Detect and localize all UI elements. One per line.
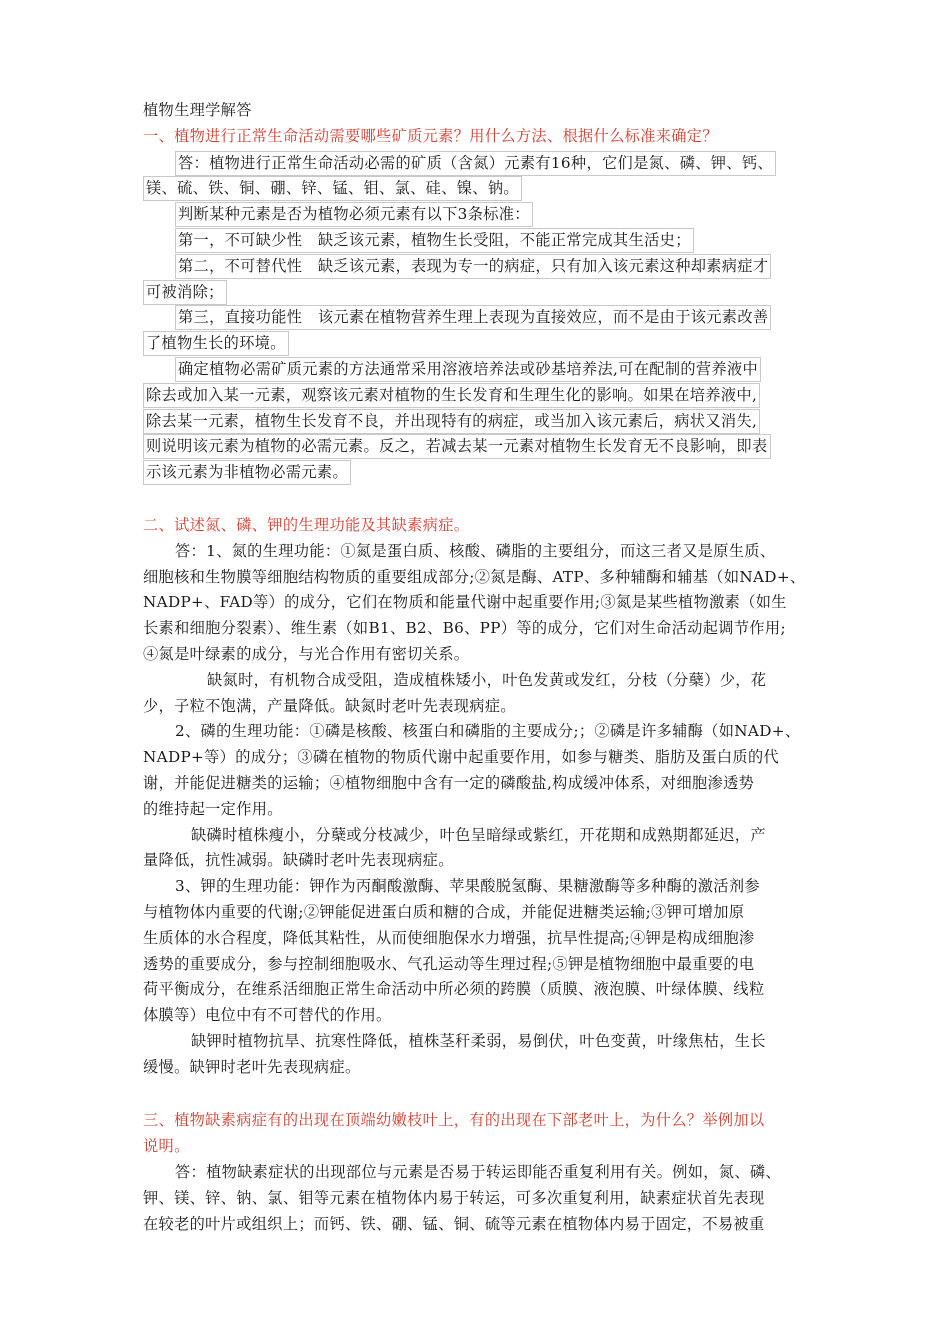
q1-answer-line bbox=[143, 150, 815, 176]
q1-criterion-1 bbox=[143, 227, 815, 253]
q1-answer-text: 示该元素为非植物必需元素。 bbox=[143, 460, 351, 485]
q1-answer-text: 确定植物必需矿质元素的方法通常采用溶液培养法或砂基培养法,可在配制的营养液中 bbox=[175, 357, 761, 382]
q2-answer-line: 长素和细胞分裂素）、维生素（如B1、B2、B6、PP）等的成分，它们对生命活动起调节作用; bbox=[143, 619, 786, 638]
q1-method-line bbox=[143, 382, 815, 408]
question-1-heading: 一、植物进行正常生命活动需要哪些矿质元素？用什么方法、根据什么标准来确定？ bbox=[143, 126, 718, 145]
question-2-heading: 二、试述氮、磷、钾的生理功能及其缺素病症。 bbox=[143, 515, 470, 534]
q2-potassium-function: 3、钾的生理功能：钾作为丙酮酸激酶、苹果酸脱氢酶、果糖激酶等多种酶的激活剂参 bbox=[175, 877, 760, 896]
q2-potassium-function: 体膜等）电位中有不可替代的作用。 bbox=[143, 1006, 392, 1025]
q1-criterion-2 bbox=[143, 253, 815, 279]
q2-nitrogen-deficiency: 少，子粒不饱满，产量降低。缺氮时老叶先表现病症。 bbox=[143, 696, 516, 715]
q1-answer-text: 除去或加入某一元素，观察该元素对植物的生长发育和生理生化的影响。如果在培养液中, bbox=[143, 383, 760, 408]
section-spacer bbox=[143, 485, 815, 513]
q2-phosphorus-function: 2、磷的生理功能：①磷是核酸、核蛋白和磷脂的主要成分;；②磷是许多辅酶（如NAD+、 bbox=[175, 722, 801, 741]
q1-answer-text: 第三，直接功能性 该元素在植物营养生理上表现为直接效应，而不是由于该元素改善 bbox=[175, 305, 771, 330]
q1-answer-text: 镁、硫、铁、铜、硼、锌、锰、钼、氯、硅、镍、钠。 bbox=[143, 176, 522, 201]
q2-answer-line: 答：1、氮的生理功能：①氮是蛋白质、核酸、磷脂的主要组分，而这三者又是原生质、 bbox=[175, 541, 776, 560]
question-3-heading: 三、植物缺素病症有的出现在顶端幼嫩枝叶上，有的出现在下部老叶上，为什么？举例加以 bbox=[143, 1111, 765, 1130]
q2-nitrogen-deficiency: 缺氮时，有机物合成受阻，造成植株矮小，叶色发黄或发红，分枝（分蘖）少，花 bbox=[207, 670, 767, 689]
document-body bbox=[143, 98, 815, 1237]
q1-answer-text: 除去某一元素，植物生长发育不良，并出现特有的病症，或当加入该元素后，病状又消失, bbox=[143, 409, 760, 434]
q1-criterion-3 bbox=[143, 304, 815, 330]
q2-potassium-deficiency: 缺钾时植物抗旱、抗寒性降低，植株茎秆柔弱，易倒伏，叶色变黄，叶缘焦枯，生长 bbox=[191, 1031, 766, 1050]
q2-answer-line: 细胞核和生物膜等细胞结构物质的重要组成部分;②氮是酶、ATP、多种辅酶和辅基（如NAD+、 bbox=[143, 567, 806, 586]
document-title: 植物生理学解答 bbox=[143, 101, 252, 119]
q3-answer-line: 钾、镁、锌、钠、氯、钼等元素在植物体内易于转运，可多次重复利用，缺素症状首先表现 bbox=[143, 1188, 765, 1207]
section-spacer bbox=[143, 1080, 815, 1108]
q1-criteria-intro bbox=[143, 201, 815, 227]
q2-phosphorus-function: 的维持起一定作用。 bbox=[143, 799, 283, 818]
q1-method-line bbox=[143, 356, 815, 382]
q1-answer-line bbox=[143, 175, 815, 201]
q3-answer-line: 答：植物缺素症状的出现部位与元素是否易于转运即能否重复利用有关。例如，氮、磷、 bbox=[175, 1163, 781, 1182]
q1-method-line bbox=[143, 433, 815, 459]
q2-potassium-function: 生质体的水合程度，降低其粘性，从而使细胞保水力增强，抗旱性提高;④钾是构成细胞渗 bbox=[143, 928, 755, 947]
q1-answer-text: 第一，不可缺少性 缺乏该元素，植物生长受阻，不能正常完成其生活史； bbox=[175, 228, 694, 253]
q1-answer-text: 答：植物进行正常生命活动必需的矿质（含氮）元素有16种，它们是氮、磷、钾、钙、 bbox=[175, 151, 776, 176]
q1-answer-text: 了植物生长的环境。 bbox=[143, 331, 289, 356]
q1-criterion-2-cont bbox=[143, 279, 815, 305]
q1-answer-text: 可被消除； bbox=[143, 280, 227, 305]
q3-answer-line: 在较老的叶片或组织上；而钙、铁、硼、锰、铜、硫等元素在植物体内易于固定，不易被重 bbox=[143, 1214, 765, 1233]
question-3-heading-cont: 说明。 bbox=[143, 1137, 190, 1156]
q1-method-line bbox=[143, 408, 815, 434]
q2-phosphorus-function: 谢，并能促进糖类的运输；④植物细胞中含有一定的磷酸盐,构成缓冲体系，对细胞渗透势 bbox=[143, 773, 755, 792]
q1-answer-text: 则说明该元素为植物的必需元素。反之，若减去某一元素对植物生长发育无不良影响，即表 bbox=[143, 434, 771, 459]
q1-answer-text: 第二，不可替代性 缺乏该元素，表现为专一的病症，只有加入该元素这种却素病症才 bbox=[175, 254, 771, 279]
q2-answer-line: NADP+、FAD等）的成分，它们在物质和能量代谢中起重要作用;③氮是某些植物激素（如生 bbox=[143, 593, 787, 612]
q2-potassium-function: 透势的重要成分，参与控制细胞吸水、气孔运动等生理过程;⑤钾是植物细胞中最重要的电 bbox=[143, 954, 755, 973]
q2-potassium-deficiency: 缓慢。缺钾时老叶先表现病症。 bbox=[143, 1057, 361, 1076]
q2-phosphorus-deficiency: 缺磷时植株瘦小，分蘖或分枝减少，叶色呈暗绿或紫红，开花期和成熟期都延迟，产 bbox=[191, 825, 766, 844]
q1-method-line bbox=[143, 459, 815, 485]
q2-answer-line: ④氮是叶绿素的成分，与光合作用有密切关系。 bbox=[143, 644, 470, 663]
q1-criterion-3-cont bbox=[143, 330, 815, 356]
q1-answer-text: 判断某种元素是否为植物必须元素有以下3条标准： bbox=[175, 202, 533, 227]
q2-potassium-function: 与植物体内重要的代谢;②钾能促进蛋白质和糖的合成，并能促进糖类运输;③钾可增加原 bbox=[143, 902, 745, 921]
q2-phosphorus-function: NADP+等）的成分；③磷在植物的物质代谢中起重要作用，如参与糖类、脂肪及蛋白质的代 bbox=[143, 748, 780, 767]
q2-phosphorus-deficiency: 量降低，抗性减弱。缺磷时老叶先表现病症。 bbox=[143, 851, 454, 870]
q2-potassium-function: 荷平衡成分，在维系活细胞正常生命活动中所必须的跨膜（质膜、液泡膜、叶绿体膜、线粒 bbox=[143, 980, 765, 999]
